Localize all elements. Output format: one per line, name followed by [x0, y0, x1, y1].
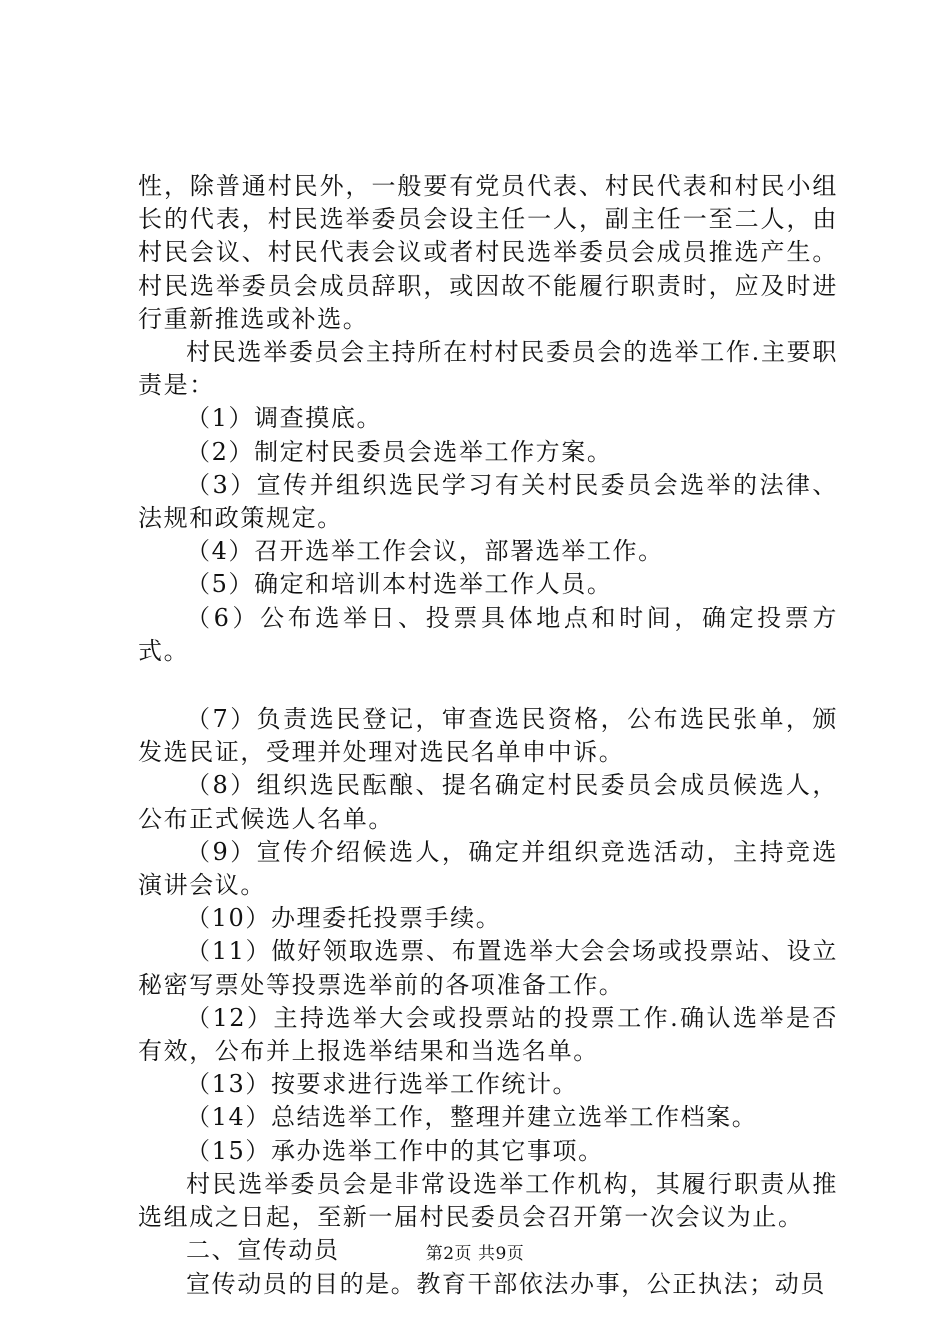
- document-body: [138, 170, 838, 1301]
- list-item-duty-6: （6）公布选举日、投票具体地点和时间，确定投票方式。: [138, 603, 838, 665]
- list-item-duty-13: （13）按要求进行选举工作统计。: [186, 1070, 579, 1099]
- list-item-duty-15: （15）承办选举工作中的其它事项。: [186, 1136, 604, 1165]
- paragraph-committee-term: 村民选举委员会是非常设选举工作机构，其履行职责从推选组成之日起，至新一届村民委员会召开第一次会议为止。: [138, 1169, 838, 1232]
- list-item-duty-12: （12）主持选举大会或投票站的投票工作.确认选举是否有效，公布并上报选举结果和当选名单。: [138, 1003, 838, 1066]
- list-item-duty-14: （14）总结选举工作，整理并建立选举工作档案。: [186, 1103, 758, 1132]
- paragraph-committee-duties-intro: 村民选举委员会主持所在村村民委员会的选举工作.主要职责是：: [138, 338, 838, 400]
- list-item-duty-3: （3）宣传并组织选民学习有关村民委员会选举的法律、法规和政策规定。: [138, 470, 838, 533]
- paragraph-publicity-purpose: 宣传动员的目的是。教育干部依法办事，公正执法；动员: [186, 1269, 826, 1298]
- section-heading-publicity: 二、宣传动员: [186, 1236, 340, 1265]
- list-item-duty-2: （2）制定村民委员会选举工作方案。: [186, 437, 613, 466]
- paragraph-continuation: 性，除普通村民外，一般要有党员代表、村民代表和村民小组长的代表，村民选举委员会设主任一人，副主任一至二人，由村民会议、村民代表会议或者村民选举委员会成员推选产生。村民选举委员会成员辞职，或因故不能履行职责时，应及时进行重新推选或补选。: [138, 172, 838, 333]
- list-item-duty-7: （7）负责选民登记，审查选民资格，公布选民张单，颁发选民证，受理并处理对选民名单申中诉。: [138, 705, 838, 767]
- list-item-duty-4: （4）召开选举工作会议，部署选举工作。: [186, 537, 664, 566]
- list-item-duty-10: （10）办理委托投票手续。: [186, 904, 502, 933]
- list-item-duty-11: （11）做好领取选票、布置选举大会会场或投票站、设立秘密写票处等投票选举前的各项准备工作。: [138, 937, 838, 999]
- page-number-footer: 第2页 共9页: [425, 1244, 525, 1264]
- list-item-duty-8: （8）组织选民酝酿、提名确定村民委员会成员候选人，公布正式候选人名单。: [138, 771, 838, 833]
- list-item-duty-5: （5）确定和培训本村选举工作人员。: [186, 570, 613, 599]
- list-item-duty-9: （9）宣传介绍候选人，确定并组织竞选活动，主持竞选演讲会议。: [138, 837, 838, 900]
- list-item-duty-1: （1）调查摸底。: [186, 404, 383, 433]
